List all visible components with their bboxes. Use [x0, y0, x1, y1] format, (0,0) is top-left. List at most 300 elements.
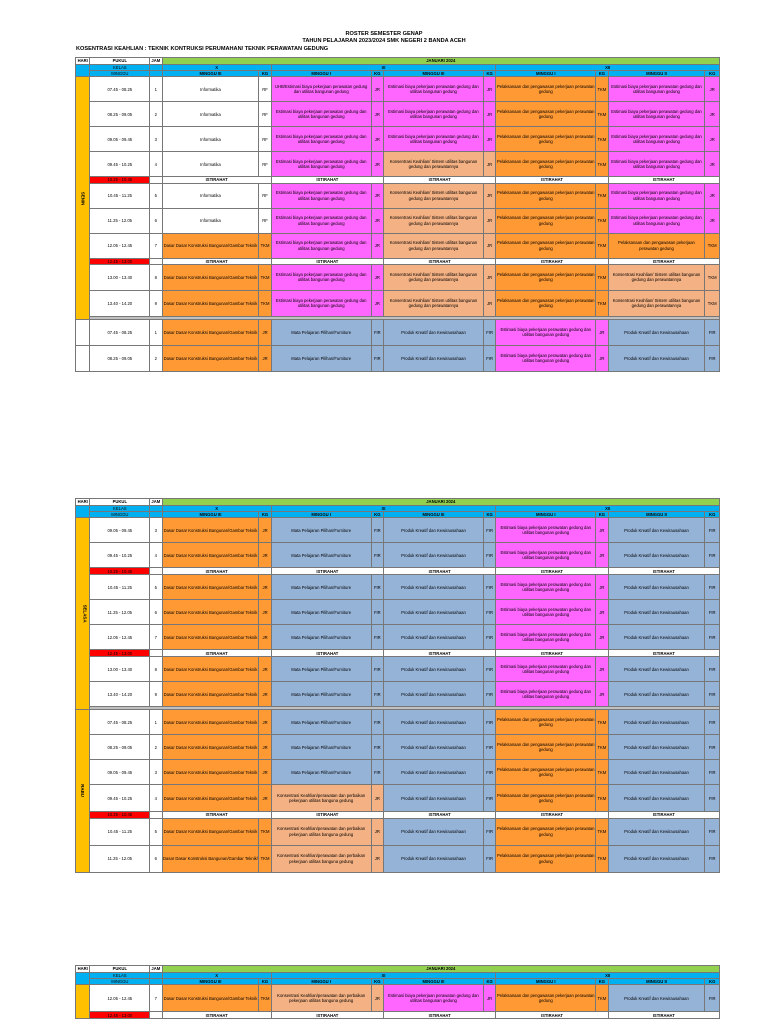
time-cell: 11.25 - 12.05: [90, 845, 150, 872]
subject-cell: Konsentrasi Keahlian/ Sistem utilitas bangunan gedung dan perawatannya: [608, 264, 705, 290]
header-kg: KG: [371, 512, 383, 518]
subject-cell: Produk Kreatif dan Kewirausahaan: [384, 600, 484, 625]
subject-cell: Produk Kreatif dan Kewirausahaan: [384, 345, 484, 371]
subject-cell: Pelaksanaan dan pengawasan pekerjaan perawatan gedung: [496, 152, 596, 177]
jam-cell: 5: [150, 818, 162, 845]
subject-cell: Pelaksanaan dan pengawasan pekerjaan perawatan gedung: [496, 290, 596, 316]
kg-cell: JR: [596, 625, 608, 650]
jam-cell: 6: [150, 208, 162, 233]
kg-cell: JR: [371, 77, 383, 102]
kg-cell: JR: [483, 102, 495, 127]
header-month: JANUARI 2024: [162, 499, 719, 506]
subject-cell: Dasar Dasar Konstruksi Bangunan/Gambar Teknik: [162, 345, 259, 371]
header-kg: KG: [371, 979, 383, 985]
break-label: ISTIRAHAT: [384, 258, 496, 264]
subject-cell: Pelaksanaan dan pengawasan pekerjaan perawatan gedung: [496, 818, 596, 845]
break-label: ISTIRAHAT: [162, 650, 271, 657]
subject-cell: Pelaksanaan dan pengawasan pekerjaan perawatan gedung: [496, 77, 596, 102]
header-class-xi: XI: [271, 506, 496, 512]
roster-table-2: [75, 498, 720, 873]
header-class-x: X: [162, 973, 271, 979]
kg-cell: FIR: [705, 575, 720, 600]
break-label: ISTIRAHAT: [384, 650, 496, 657]
break-time-cell: 10.25 - 10.45: [90, 812, 150, 818]
subject-cell: Konsentrasi Keahlian/perawatan dan perbaikan pekerjaan utilitas banguna gedung: [271, 985, 371, 1012]
kg-cell: TKM: [596, 710, 608, 735]
subject-cell: Dasar Dasar Konstruksi Bangunan/Gambar Teknik: [162, 985, 259, 1012]
roster-table-1: [75, 57, 720, 372]
break-label: ISTIRAHAT: [608, 177, 719, 183]
header-minggu-iii: MINGGU III: [384, 979, 484, 985]
jam-cell: 8: [150, 264, 162, 290]
subject-cell: Dasar Dasar Konstruksi Bangunan/Gambar Teknik/: [162, 845, 259, 872]
break-label: ISTIRAHAT: [608, 650, 719, 657]
kg-cell: FIR: [483, 818, 495, 845]
header-kg: KG: [705, 71, 720, 77]
break-label: ISTIRAHAT: [608, 812, 719, 818]
kg-cell: RF: [259, 77, 271, 102]
kg-cell: JR: [371, 264, 383, 290]
kg-cell: FIR: [483, 657, 495, 682]
subject-cell: Produk Kreatif dan Kewirausahaan: [608, 985, 705, 1012]
kg-cell: FIR: [705, 682, 720, 707]
break-label: ISTIRAHAT: [608, 258, 719, 264]
break-time-cell: 12.45 - 13.00: [90, 1012, 150, 1019]
subject-cell: Dasar Dasar Konstruksi Bangunan/Gambar Teknik: [162, 657, 259, 682]
subject-cell: Estimasi biaya pekerjaan perawatan gedung dan utilitas bangunan gedung: [608, 152, 705, 177]
header-minggu-i: MINGGU I: [496, 71, 596, 77]
kg-cell: TKM: [596, 77, 608, 102]
subject-cell: Estimasi biaya pekerjaan perawatan gedung dan utilitas bangunan gedung: [496, 345, 596, 371]
kg-cell: JR: [596, 600, 608, 625]
header-minggu-i: MINGGU I: [271, 71, 371, 77]
header-month: JANUARI 2024: [162, 58, 719, 65]
kg-cell: RF: [259, 127, 271, 152]
subject-cell: Estimasi biaya pekerjaan perawatan gedung dan utilitas bangunan gedung: [384, 127, 484, 152]
kg-cell: JR: [259, 710, 271, 735]
header-month: JANUARI 2024: [162, 966, 719, 973]
break-time-cell: 10.25 - 10.45: [90, 177, 150, 183]
subject-cell: Produk Kreatif dan Kewirausahaan: [384, 845, 484, 872]
break-label: ISTIRAHAT: [384, 812, 496, 818]
header-minggu-iii: MINGGU III: [162, 71, 259, 77]
kg-cell: TKM: [705, 264, 720, 290]
jam-cell: 8: [150, 657, 162, 682]
break-label: ISTIRAHAT: [496, 650, 608, 657]
subject-cell: Pelaksanaan dan pengawasan pekerjaan perawatan gedung: [496, 985, 596, 1012]
header-class-xii: XII: [496, 973, 720, 979]
kg-cell: JR: [371, 985, 383, 1012]
kg-cell: FIR: [705, 319, 720, 345]
kg-cell: JR: [705, 127, 720, 152]
subject-cell: Produk Kreatif dan Kewirausahaan: [608, 682, 705, 707]
break-label: ISTIRAHAT: [496, 812, 608, 818]
subject-cell: Estimasi biaya pekerjaan perawatan gedung dan utilitas bangunan gedung: [496, 682, 596, 707]
header-kg: KG: [259, 512, 271, 518]
kg-cell: RF: [259, 208, 271, 233]
kg-cell: TKM: [596, 208, 608, 233]
subject-cell: Pelaksanaan dan pengawasan pekerjaan perawatan gedung: [496, 208, 596, 233]
subject-cell: Informatika: [162, 127, 259, 152]
kg-cell: JR: [596, 682, 608, 707]
kg-cell: JR: [259, 600, 271, 625]
jam-cell: 9: [150, 290, 162, 316]
header-kg: KG: [705, 512, 720, 518]
time-cell: 07.45 - 08.25: [90, 77, 150, 102]
subject-cell: Mata Pelajaran Pilihan/Furniture: [271, 625, 371, 650]
kg-cell: FIR: [705, 345, 720, 371]
subject-cell: Produk Kreatif dan Kewirausahaan: [608, 760, 705, 785]
header-class-xii: XII: [496, 65, 720, 71]
kg-cell: JR: [705, 152, 720, 177]
jam-cell: 2: [150, 735, 162, 760]
header-kg: KG: [483, 71, 495, 77]
header-kg: KG: [596, 71, 608, 77]
kg-cell: FIR: [483, 575, 495, 600]
subject-cell: Estimasi biaya pekerjaan perawatan gedung dan utilitas bangunan gedung: [496, 600, 596, 625]
subject-cell: Produk Kreatif dan Kewirausahaan: [608, 657, 705, 682]
break-label: ISTIRAHAT: [271, 177, 383, 183]
subject-cell: Dasar Dasar Konstruksi Bangunan/Gambar Teknik: [162, 818, 259, 845]
kg-cell: JR: [705, 208, 720, 233]
kg-cell: JR: [483, 208, 495, 233]
header-minggu-i: MINGGU I: [496, 512, 596, 518]
break-label: ISTIRAHAT: [271, 1012, 383, 1019]
subject-cell: Estimasi biaya pekerjaan perawatan gedung dan utilitas bangunan gedung: [384, 77, 484, 102]
kg-cell: JR: [371, 785, 383, 812]
subject-cell: Estimasi biaya pekerjaan perawatan gedung dan utilitas bangunan gedung: [271, 290, 371, 316]
kg-cell: JR: [483, 985, 495, 1012]
subject-cell: Pelaksanaan dan pengawasan pekerjaan perawatan gedung: [496, 760, 596, 785]
kg-cell: FIR: [705, 657, 720, 682]
kg-cell: JR: [596, 345, 608, 371]
subject-cell: Informatika: [162, 183, 259, 208]
subject-cell: Pelaksanaan dan pengawasan pekerjaan perawatan gedung: [496, 785, 596, 812]
break-label: ISTIRAHAT: [608, 1012, 719, 1019]
subject-cell: Dasar Dasar Konstruksi Bangunan/Gambar Teknik: [162, 625, 259, 650]
header-hari: HARI: [76, 966, 90, 973]
kg-cell: TKM: [596, 290, 608, 316]
break-label: ISTIRAHAT: [496, 177, 608, 183]
subject-cell: Informatika: [162, 152, 259, 177]
time-cell: 09.05 - 09.45: [90, 760, 150, 785]
jam-cell: 3: [150, 518, 162, 543]
header-minggu-iii: MINGGU III: [384, 512, 484, 518]
subject-cell: Pelaksanaan dan pengawasan pekerjaan perawatan gedung: [496, 710, 596, 735]
kg-cell: JR: [371, 290, 383, 316]
header-kelas: KELAS: [90, 65, 150, 71]
break-time-cell: 12.45 - 13.00: [90, 258, 150, 264]
day-label-rabu: RABU: [76, 710, 90, 872]
time-cell: 09.05 - 09.45: [90, 518, 150, 543]
time-cell: 13.40 - 14.20: [90, 682, 150, 707]
subject-cell: Estimasi biaya pekerjaan perawatan gedung dan utilitas bangunan gedung: [271, 127, 371, 152]
subject-cell: Pelaksanaan dan pengawasan pekerjaan perawatan gedung: [496, 127, 596, 152]
subject-cell: Produk Kreatif dan Kewirausahaan: [384, 760, 484, 785]
break-label: ISTIRAHAT: [496, 1012, 608, 1019]
kg-cell: TKM: [705, 290, 720, 316]
subject-cell: Dasar Dasar Konstruksi Bangunan/Gambar Teknik: [162, 682, 259, 707]
header-kg: KG: [259, 979, 271, 985]
break-label: ISTIRAHAT: [162, 258, 271, 264]
kg-cell: FIR: [705, 625, 720, 650]
subject-cell: Pelaksanaan dan pengawasan pekerjaan perawatan gedung: [496, 264, 596, 290]
subject-cell: Konsentrasi Keahlian/ Sistem utilitas bangunan gedung dan perawatannya: [384, 264, 484, 290]
subject-cell: Mata Pelajaran Pilihan/Furniture: [271, 345, 371, 371]
jam-cell: 1: [150, 710, 162, 735]
subject-cell: Konsentrasi Keahlian/ Sistem utilitas bangunan gedung dan perawatannya: [384, 152, 484, 177]
kg-cell: RF: [259, 102, 271, 127]
page-title: [0, 31, 768, 44]
subject-cell: Estimasi biaya pekerjaan perawatan gedung dan utilitas bangunan gedung: [271, 233, 371, 258]
kg-cell: JR: [483, 127, 495, 152]
header-minggu-iii: MINGGU III: [384, 71, 484, 77]
subject-cell: Estimasi biaya pekerjaan perawatan gedung dan utilitas bangunan gedung: [384, 985, 484, 1012]
subject-cell: Produk Kreatif dan Kewirausahaan: [384, 575, 484, 600]
jam-cell: 4: [150, 785, 162, 812]
roster-table-3: [75, 965, 720, 1019]
time-cell: 11.25 - 12.05: [90, 208, 150, 233]
kg-cell: JR: [596, 575, 608, 600]
subject-cell: Produk Kreatif dan Kewirausahaan: [608, 845, 705, 872]
kg-cell: TKM: [259, 845, 271, 872]
subject-cell: Estimasi biaya pekerjaan perawatan gedung dan utilitas bangunan gedung: [496, 657, 596, 682]
subject-cell: Pelaksanaan dan pengawasan pekerjaan perawatan gedung: [608, 233, 705, 258]
subject-cell: Estimasi biaya pekerjaan perawatan gedung dan utilitas bangunan gedung: [271, 264, 371, 290]
kg-cell: JR: [259, 657, 271, 682]
break-label: ISTIRAHAT: [384, 177, 496, 183]
subject-cell: Produk Kreatif dan Kewirausahaan: [384, 785, 484, 812]
break-label: ISTIRAHAT: [496, 568, 608, 575]
break-label: ISTIRAHAT: [162, 177, 271, 183]
break-time-cell: 12.45 - 13.00: [90, 650, 150, 657]
subject-cell: Mata Pelajaran Pilihan/Furniture: [271, 682, 371, 707]
subject-cell: Produk Kreatif dan Kewirausahaan: [608, 818, 705, 845]
kg-cell: JR: [483, 233, 495, 258]
header-jam: JAM: [151, 966, 161, 972]
subject-cell: Mata Pelajaran Pilihan/Furniture: [271, 600, 371, 625]
kg-cell: FIR: [705, 710, 720, 735]
kg-cell: JR: [483, 77, 495, 102]
subject-cell: Dasar Dasar Konstruksi Bangunan/Gambar Teknik: [162, 760, 259, 785]
subject-cell: Estimasi biaya pekerjaan perawatan gedung dan utilitas bangunan gedung: [608, 102, 705, 127]
break-label: ISTIRAHAT: [271, 258, 383, 264]
subject-cell: Estimasi biaya pekerjaan perawatan gedung dan utilitas bangunan gedung: [496, 319, 596, 345]
subject-cell: Estimasi biaya pekerjaan perawatan gedung dan utilitas bangunan gedung: [496, 518, 596, 543]
subject-cell: Dasar Dasar Konstruksi Bangunan/Gambar Teknik: [162, 710, 259, 735]
header-kelas: KELAS: [90, 506, 150, 512]
kg-cell: FIR: [483, 543, 495, 568]
subject-cell: Konsentrasi Keahlian/perawatan dan perbaikan pekerjaan utilitas banguna gedung: [271, 785, 371, 812]
break-label: ISTIRAHAT: [608, 568, 719, 575]
kg-cell: FIR: [371, 575, 383, 600]
time-cell: 07.45 - 08.25: [90, 319, 150, 345]
kg-cell: JR: [259, 760, 271, 785]
subject-cell: Mata Pelajaran Pilihan/Furniture: [271, 657, 371, 682]
subject-cell: Produk Kreatif dan Kewirausahaan: [608, 600, 705, 625]
kg-cell: FIR: [483, 710, 495, 735]
kg-cell: TKM: [596, 760, 608, 785]
subject-cell: Estimasi biaya pekerjaan perawatan gedung dan utilitas bangunan gedung: [608, 127, 705, 152]
header-kg: KG: [259, 71, 271, 77]
kg-cell: FIR: [371, 319, 383, 345]
kg-cell: JR: [371, 152, 383, 177]
subject-cell: Pelaksanaan dan pengawasan pekerjaan perawatan gedung: [496, 233, 596, 258]
kg-cell: JR: [596, 543, 608, 568]
header-class-xi: XI: [271, 973, 496, 979]
kg-cell: FIR: [483, 785, 495, 812]
time-cell: 08.25 - 09.05: [90, 102, 150, 127]
subject-cell: Estimasi biaya pekerjaan perawatan gedung dan utilitas bangunan gedung: [496, 625, 596, 650]
subject-cell: Mata Pelajaran Pilihan/Furniture: [271, 319, 371, 345]
subject-cell: Informatika: [162, 208, 259, 233]
kg-cell: FIR: [483, 600, 495, 625]
subject-cell: Produk Kreatif dan Kewirausahaan: [608, 625, 705, 650]
break-label: ISTIRAHAT: [271, 650, 383, 657]
kg-cell: TKM: [259, 818, 271, 845]
header-kelas: KELAS: [90, 973, 150, 979]
subject-cell: Produk Kreatif dan Kewirausahaan: [608, 785, 705, 812]
kg-cell: JR: [705, 183, 720, 208]
header-pukul: PUKUL: [90, 966, 150, 973]
header-minggu-i: MINGGU I: [496, 979, 596, 985]
subject-cell: Konsentrasi Keahlian/ Sistem utilitas bangunan gedung dan perawatannya: [384, 183, 484, 208]
kg-cell: FIR: [371, 760, 383, 785]
kg-cell: FIR: [371, 518, 383, 543]
header-jam: JAM: [151, 499, 161, 505]
subject-cell: Estimasi biaya pekerjaan perawatan gedung dan utilitas bangunan gedung: [496, 575, 596, 600]
kg-cell: FIR: [483, 682, 495, 707]
kg-cell: FIR: [371, 682, 383, 707]
jam-cell: 4: [150, 543, 162, 568]
subject-cell: Produk Kreatif dan Kewirausahaan: [384, 319, 484, 345]
kg-cell: JR: [705, 102, 720, 127]
jam-cell: 3: [150, 760, 162, 785]
header-class-xi: XI: [271, 65, 496, 71]
kg-cell: JR: [259, 575, 271, 600]
break-label: ISTIRAHAT: [271, 568, 383, 575]
kg-cell: FIR: [371, 543, 383, 568]
subject-cell: Produk Kreatif dan Kewirausahaan: [608, 345, 705, 371]
header-minggu-iii: MINGGU III: [162, 979, 259, 985]
subject-cell: Dasar Dasar Konstruksi Bangunan/Gambar Teknik: [162, 290, 259, 316]
jam-cell: 3: [150, 127, 162, 152]
day-label-senin: SENIN: [76, 77, 90, 319]
kg-cell: JR: [259, 518, 271, 543]
kg-cell: JR: [259, 543, 271, 568]
subject-cell: Dasar Dasar Konstruksi Bangunan/Gambar Teknik: [162, 575, 259, 600]
subject-cell: Produk Kreatif dan Kewirausahaan: [608, 543, 705, 568]
subject-cell: Dasar Dasar Konstruksi Bangunan/Gambar Teknik: [162, 518, 259, 543]
kg-cell: FIR: [483, 845, 495, 872]
subject-cell: Produk Kreatif dan Kewirausahaan: [384, 518, 484, 543]
kg-cell: TKM: [596, 183, 608, 208]
subject-cell: Dasar Dasar Konstruksi Bangunan/Gambar Teknik: [162, 600, 259, 625]
kg-cell: FIR: [705, 985, 720, 1012]
kg-cell: JR: [371, 208, 383, 233]
break-label: ISTIRAHAT: [162, 1012, 271, 1019]
jam-cell: 7: [150, 625, 162, 650]
subject-cell: Produk Kreatif dan Kewirausahaan: [384, 625, 484, 650]
title-line-2: TAHUN PELAJARAN 2023/2024 SMK NEGERI 2 BANDA ACEH: [302, 37, 466, 44]
time-cell: 13.00 - 13.40: [90, 264, 150, 290]
time-cell: 11.25 - 12.05: [90, 600, 150, 625]
subject-cell: Informatika: [162, 102, 259, 127]
kg-cell: FIR: [705, 600, 720, 625]
header-class-x: X: [162, 65, 271, 71]
kg-cell: FIR: [705, 785, 720, 812]
kg-cell: TKM: [596, 264, 608, 290]
kg-cell: TKM: [596, 818, 608, 845]
jam-cell: 7: [150, 985, 162, 1012]
kg-cell: JR: [259, 735, 271, 760]
header-kg: KG: [371, 71, 383, 77]
time-cell: 12.05 - 12.45: [90, 233, 150, 258]
header-kg: KG: [705, 979, 720, 985]
subject-cell: Produk Kreatif dan Kewirausahaan: [384, 543, 484, 568]
header-hari: HARI: [76, 58, 90, 65]
title-line-3: KOSENTRASI KEAHLIAN : TEKNIK KONTRUKSI PERUMAHAN/ TEKNIK PERAWATAN GEDUNG: [76, 46, 329, 52]
subject-cell: Estimasi biaya pekerjaan perawatan gedung dan utilitas bangunan gedung: [496, 543, 596, 568]
kg-cell: FIR: [705, 818, 720, 845]
subject-cell: Produk Kreatif dan Kewirausahaan: [384, 657, 484, 682]
header-pukul: PUKUL: [90, 499, 150, 506]
kg-cell: JR: [259, 319, 271, 345]
kg-cell: FIR: [483, 735, 495, 760]
break-label: ISTIRAHAT: [496, 258, 608, 264]
kg-cell: TKM: [259, 264, 271, 290]
subject-cell: Estimasi biaya pekerjaan perawatan gedung dan utilitas bangunan gedung: [271, 183, 371, 208]
kg-cell: FIR: [371, 710, 383, 735]
header-minggu-ii: MINGGU II: [608, 979, 705, 985]
subject-cell: Produk Kreatif dan Kewirausahaan: [384, 682, 484, 707]
header-minggu-iii: MINGGU III: [162, 512, 259, 518]
subject-cell: Produk Kreatif dan Kewirausahaan: [608, 735, 705, 760]
subject-cell: Dasar Dasar Konstruksi Bangunan/Gambar Teknik: [162, 264, 259, 290]
kg-cell: TKM: [259, 290, 271, 316]
kg-cell: JR: [371, 183, 383, 208]
subject-cell: Produk Kreatif dan Kewirausahaan: [608, 575, 705, 600]
time-cell: 07.45 - 08.25: [90, 710, 150, 735]
subject-cell: Dasar Dasar Konstruksi Bangunan/Gambar Teknik: [162, 735, 259, 760]
kg-cell: TKM: [596, 845, 608, 872]
kg-cell: FIR: [705, 760, 720, 785]
subject-cell: Mata Pelajaran Pilihan/Furniture: [271, 760, 371, 785]
time-cell: 10.45 - 11.25: [90, 183, 150, 208]
kg-cell: FIR: [371, 657, 383, 682]
subject-cell: Estimasi biaya pekerjaan perawatan gedung dan utilitas bangunan gedung: [271, 102, 371, 127]
kg-cell: RF: [259, 152, 271, 177]
kg-cell: FIR: [483, 345, 495, 371]
subject-cell: Produk Kreatif dan Kewirausahaan: [384, 818, 484, 845]
kg-cell: JR: [596, 518, 608, 543]
header-minggu-ii: MINGGU II: [608, 71, 705, 77]
kg-cell: FIR: [371, 625, 383, 650]
subject-cell: Produk Kreatif dan Kewirausahaan: [384, 710, 484, 735]
header-class-x: X: [162, 506, 271, 512]
subject-cell: Produk Kreatif dan Kewirausahaan: [384, 735, 484, 760]
subject-cell: Konsentrasi Keahlian/perawatan dan perbaikan pekerjaan utilitas banguna gedung: [271, 845, 371, 872]
kg-cell: TKM: [259, 985, 271, 1012]
subject-cell: Pelaksanaan dan pengawasan pekerjaan perawatan gedung: [496, 845, 596, 872]
kg-cell: FIR: [705, 845, 720, 872]
kg-cell: RF: [259, 183, 271, 208]
time-cell: 09.45 - 10.25: [90, 543, 150, 568]
kg-cell: FIR: [705, 735, 720, 760]
kg-cell: JR: [483, 152, 495, 177]
kg-cell: JR: [483, 183, 495, 208]
kg-cell: JR: [259, 785, 271, 812]
